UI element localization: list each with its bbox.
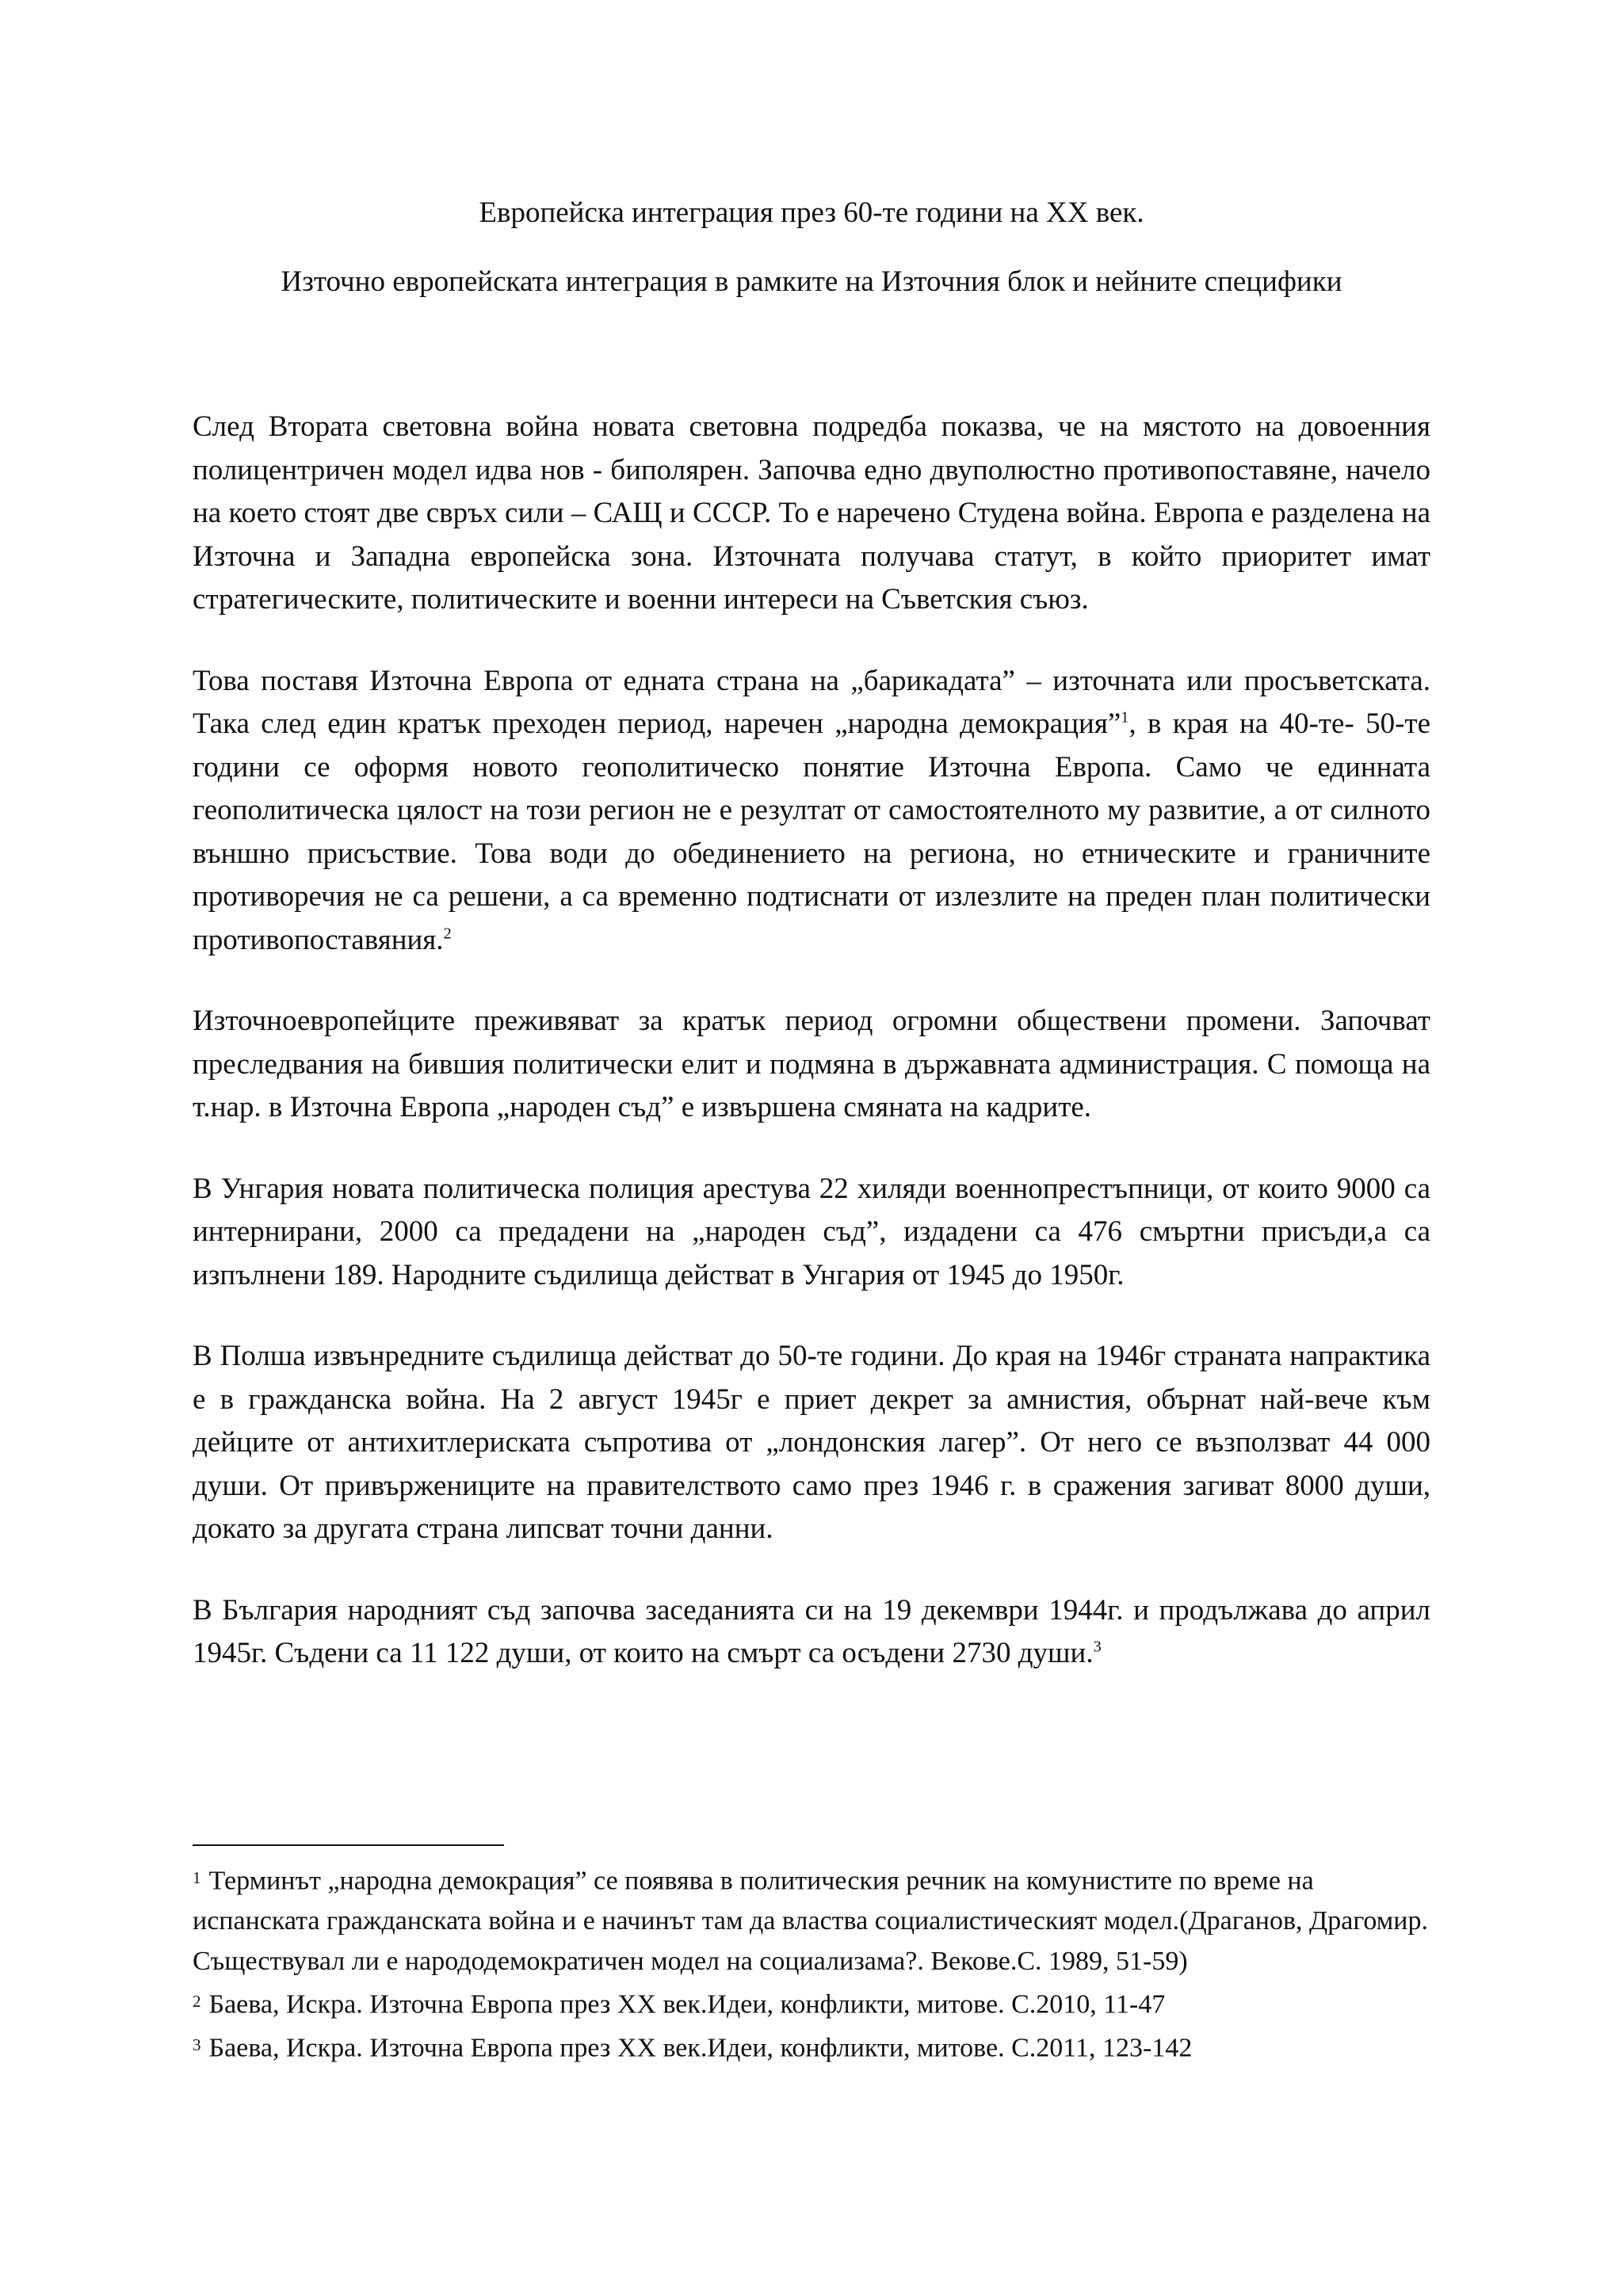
- footnote-2-mark: 2: [193, 1992, 201, 2012]
- footnote-ref-3: 3: [1093, 1638, 1102, 1656]
- footnote-1-mark: 1: [193, 1868, 201, 1887]
- footnote-separator: [193, 1844, 504, 1846]
- paragraph-4: В Унгария новата политическа полиция арестува 22 хиляди военнопрестъпници, от които 9000 са интернирани, 2000 са предадени на „народен съд”, издадени са 476 смъртни присъди,а са изпълнени 189. Народните съдилища действат в Унгария от 1945 до 1950г.: [193, 1172, 1430, 1291]
- footnote-3: [193, 2025, 1430, 2068]
- footnote-1-text: Терминът „народна демокрация” се появява в политическия речник на комунистите по време на испанската гражданската война и е начинът там да властва социалистическият модел.(Драганов, Драгомир. Съществувал ли е народодемократичен модел на социализама?. Векове.С. 1989, 51-59): [193, 1866, 1428, 1977]
- footnote-2-text: Баева, Искра. Източна Европа през ХХ век.Идеи, конфликти, митове. С.2010, 11-47: [208, 1989, 1166, 2019]
- paragraph-1: След Втората световна война новата световна подредба показва, че на мястото на довоенния полицентричен модел идва нов - биполярен. Започва едно двуполюстно противопоставяне, начело на което стоят две свръх сили – САЩ и СССР. То е наречено Студена война. Европа е разделена на Източна и Западна европейска зона. Източната получава статут, в който приоритет имат стратегическите, политическите и военни интереси на Съветския съюз.: [193, 410, 1430, 616]
- footnote-3-text: Баева, Искра. Източна Европа през ХХ век.Идеи, конфликти, митове. С.2011, 123-142: [208, 2033, 1193, 2063]
- paragraph-6: [193, 1589, 1430, 1676]
- document-title: Европейска интеграция през 60-те години на ХХ век.: [479, 196, 1144, 229]
- footnote-ref-2: 2: [443, 925, 452, 943]
- paragraph-2: [193, 660, 1430, 963]
- footnote-3-mark: 3: [193, 2035, 201, 2054]
- paragraph-5: В Полша извънредните съдилища действат до 50-те години. До края на 1946г страната напрактика е в гражданска война. На 2 август 1945г е приет декрет за амнистия, обърнат най-вече към дейците от антихитлериската съпротива от „лондонския лагер”. От него се възползват 44 000 души. От привържениците на правителството само през 1946 г. в сражения загиват 8000 души, докато за другата страна липсват точни данни.: [193, 1340, 1430, 1545]
- document-body: [193, 406, 1430, 1714]
- paragraph-3: Източноевропейците преживяват за кратък период огромни обществени промени. Започват преследвания на бившия политически елит и подмяна в държавната администрация. С помоща на т.нар. в Източна Европа „народен съд” е извършена смяната на кадрите.: [193, 1005, 1430, 1123]
- footnote-ref-1: 1: [1121, 708, 1129, 727]
- footnote-2: [193, 1981, 1430, 2024]
- footnote-1: [193, 1858, 1430, 1981]
- paragraph-2-text-a: Това поставя Източна Европа от едната страна на „барикадата” – източната или просъветската. Така след един кратък преходен период, наречен „народна демокрация”: [193, 664, 1430, 740]
- footnotes: [193, 1858, 1430, 2068]
- paragraph-6-text: В България народният съд започва заседанията си на 19 декември 1944г. и продължава до април 1945г. Съдени са 11 122 души, от които на смърт са осъдени 2730 души.: [193, 1593, 1430, 1669]
- paragraph-2-text-b: , в края на 40-те- 50-те години се оформя новото геополитическо понятие Източна Европа. Само че единната геополитическа цялост на този регион не е резултат от самостоятелното му развитие, а от силното външно присъствие. Това води до обединението на региона, но етническите и граничните противоречия не са решени, а са временно подтиснати от излезлите на преден план политически противопоставяния.: [193, 707, 1430, 956]
- document-subtitle: Източно европейската интеграция в рамките на Източния блок и нейните специфики: [281, 265, 1342, 298]
